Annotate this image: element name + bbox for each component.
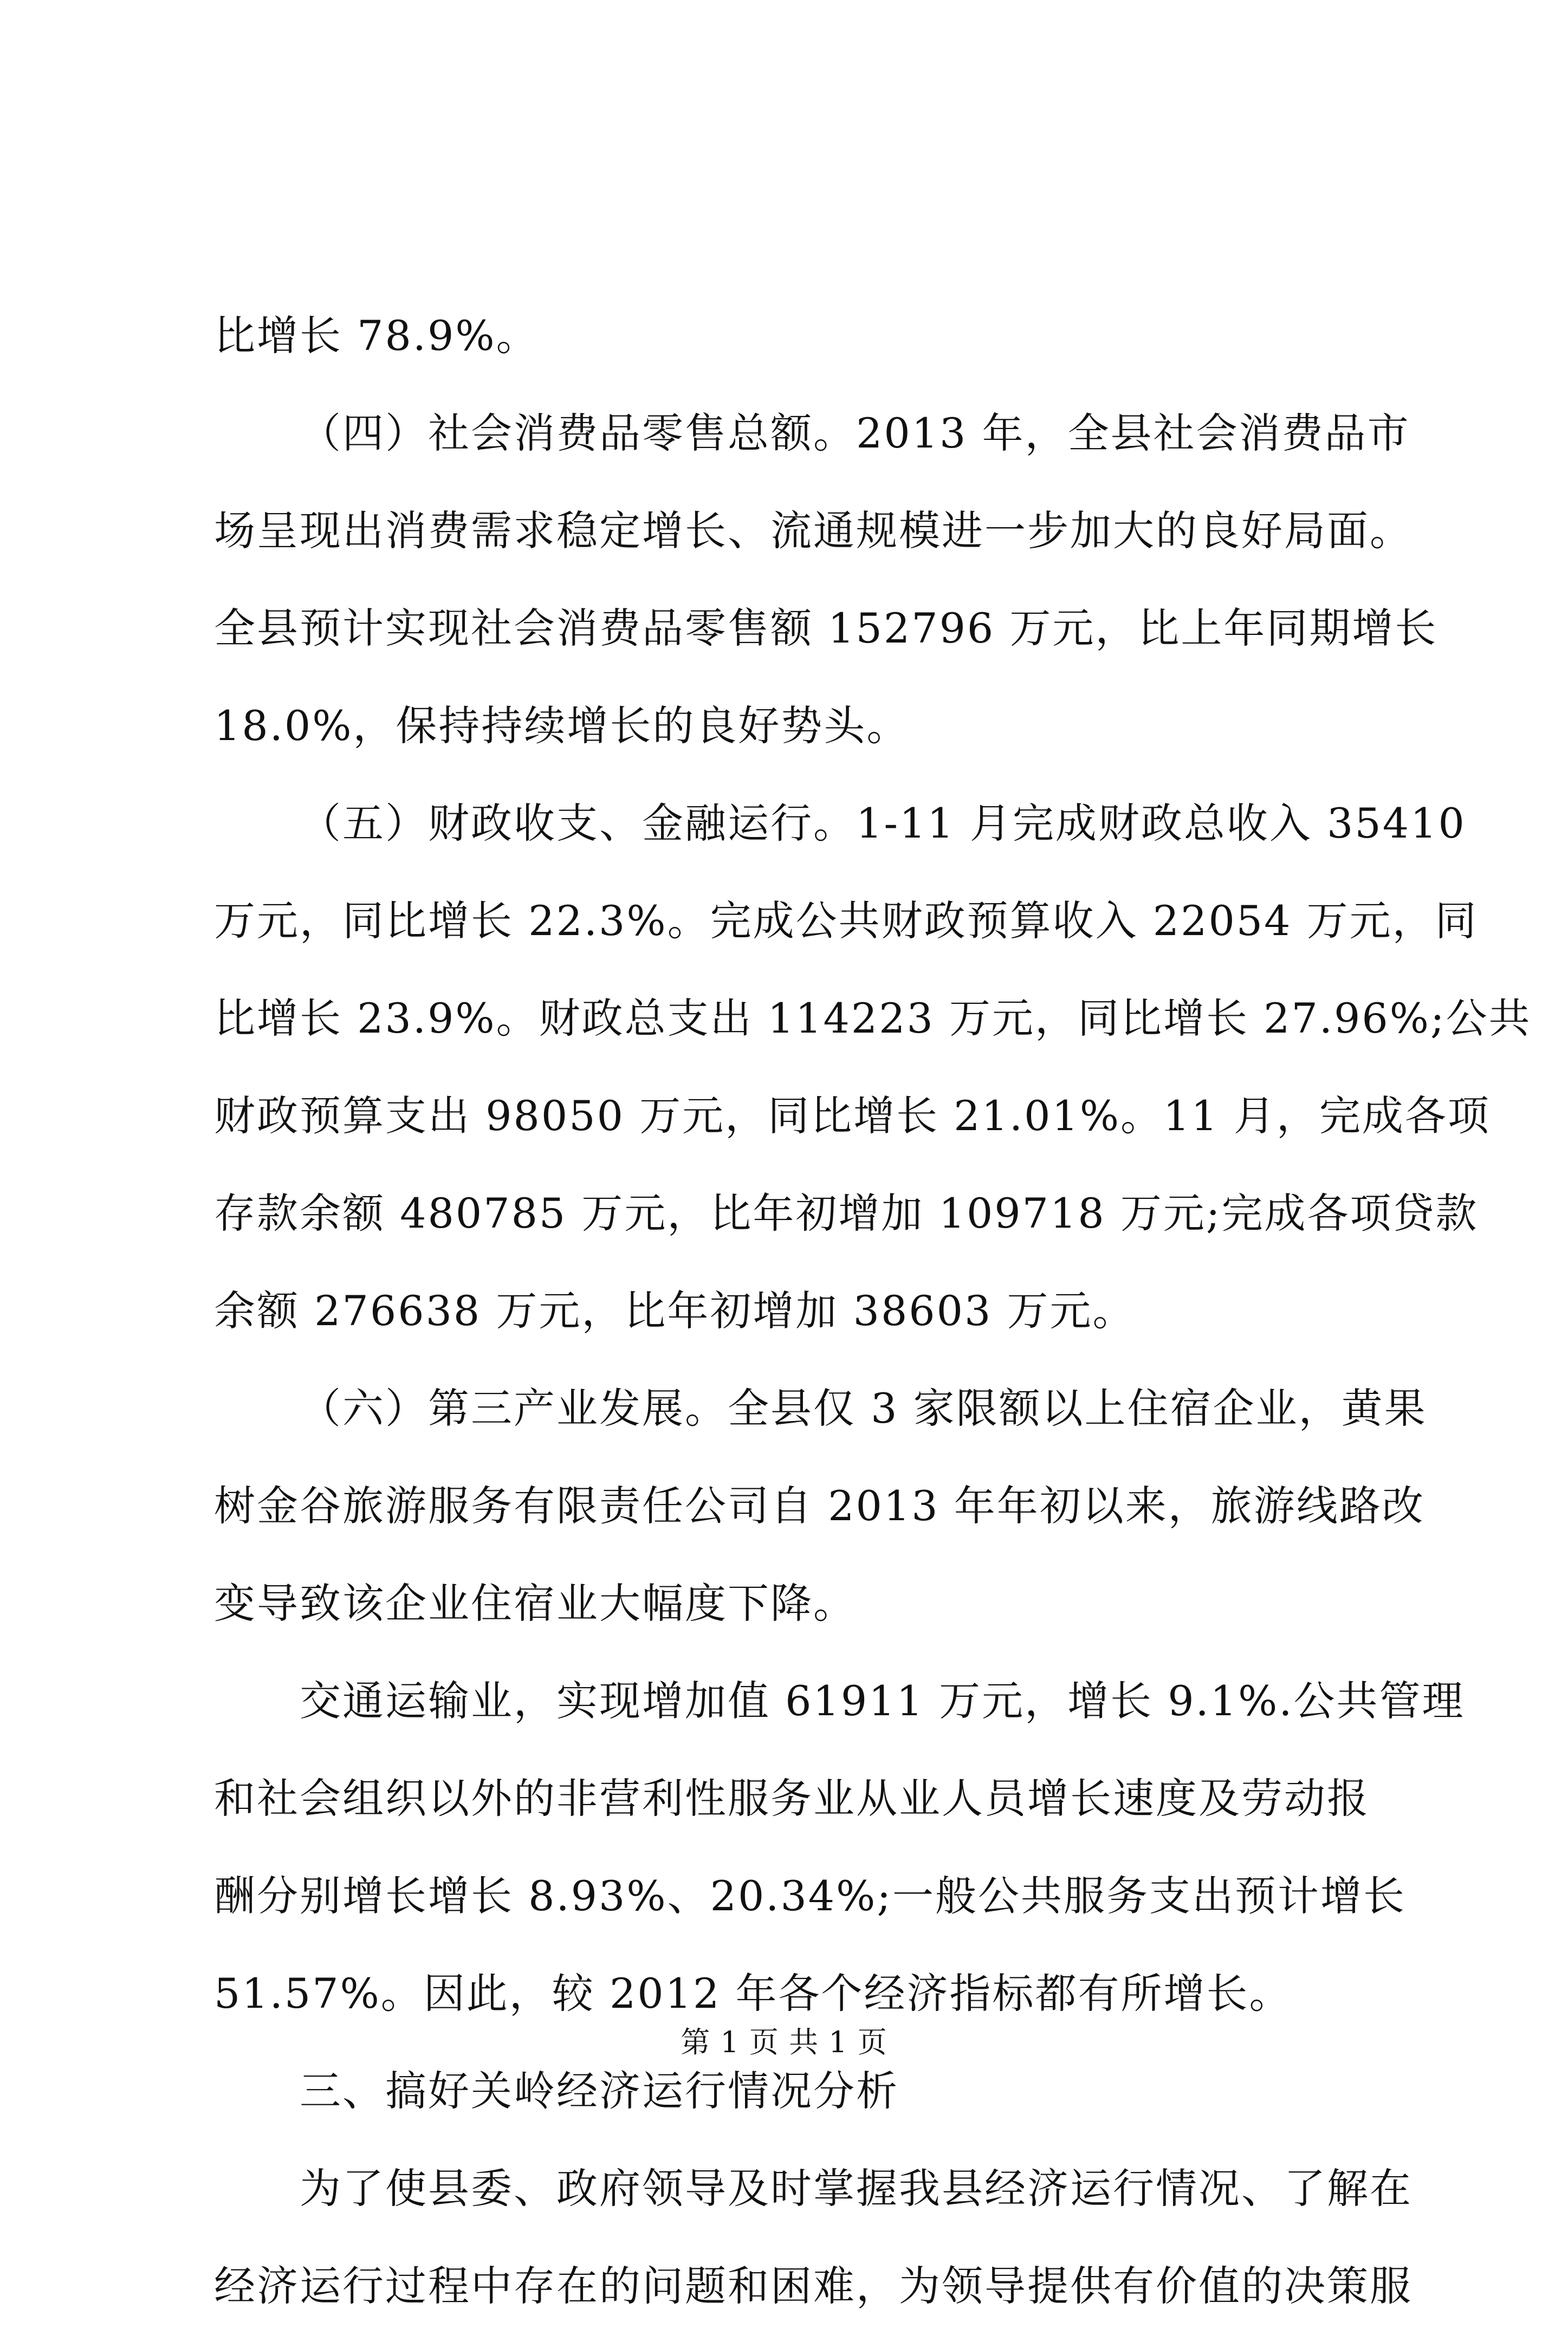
text-line: 51.57%。因此，较 2012 年各个经济指标都有所增长。 (214, 1969, 1292, 2018)
text-line: 酬分别增长增长 8.93%、20.34%;一般公共服务支出预计增长 (214, 1872, 1406, 1920)
paragraph-start-line: 为了使县委、政府领导及时掌握我县经济运行情况、了解在 (300, 2164, 1413, 2213)
paragraph-start-line: 交通运输业，实现增加值 61911 万元，增长 9.1%.公共管理 (300, 1677, 1465, 1725)
text-line: 比增长 23.9%。财政总支出 114223 万元，同比增长 27.96%;公共 (214, 994, 1532, 1042)
text-line: 变导致该企业住宿业大幅度下降。 (214, 1579, 856, 1627)
text-line: 存款余额 480785 万元，比年初增加 109718 万元;完成各项贷款 (214, 1189, 1479, 1237)
text-line: 余额 276638 万元，比年初增加 38603 万元。 (214, 1287, 1136, 1335)
text-line: 万元，同比增长 22.3%。完成公共财政预算收入 22054 万元，同 (214, 897, 1478, 945)
text-line: 全县预计实现社会消费品零售额 152796 万元，比上年同期增长 (214, 604, 1438, 652)
text-line: 和社会组织以外的非营利性服务业从业人员增长速度及劳动报 (214, 1774, 1370, 1822)
page-footer: 第 1 页 共 1 页 (681, 2025, 887, 2059)
text-line: 经济运行过程中存在的问题和困难，为领导提供有价值的决策服 (214, 2262, 1413, 2310)
text-line: 财政预算支出 98050 万元，同比增长 21.01%。11 月，完成各项 (214, 1092, 1491, 1140)
text-line: 场呈现出消费需求稳定增长、流通规模进一步加大的良好局面。 (214, 507, 1413, 555)
text-line: 18.0%，保持持续增长的良好势头。 (214, 702, 910, 750)
section-heading: 三、搞好关岭经济运行情况分析 (300, 2067, 899, 2115)
text-line: 比增长 78.9%。 (214, 312, 539, 360)
paragraph-start-line: （六）第三产业发展。全县仅 3 家限额以上住宿企业，黄果 (300, 1384, 1427, 1432)
paragraph-start-line: （四）社会消费品零售总额。2013 年，全县社会消费品市 (300, 409, 1410, 457)
text-line: 树金谷旅游服务有限责任公司自 2013 年年初以来，旅游线路改 (214, 1482, 1425, 1530)
paragraph-start-line: （五）财政收支、金融运行。1-11 月完成财政总收入 35410 (300, 799, 1466, 847)
